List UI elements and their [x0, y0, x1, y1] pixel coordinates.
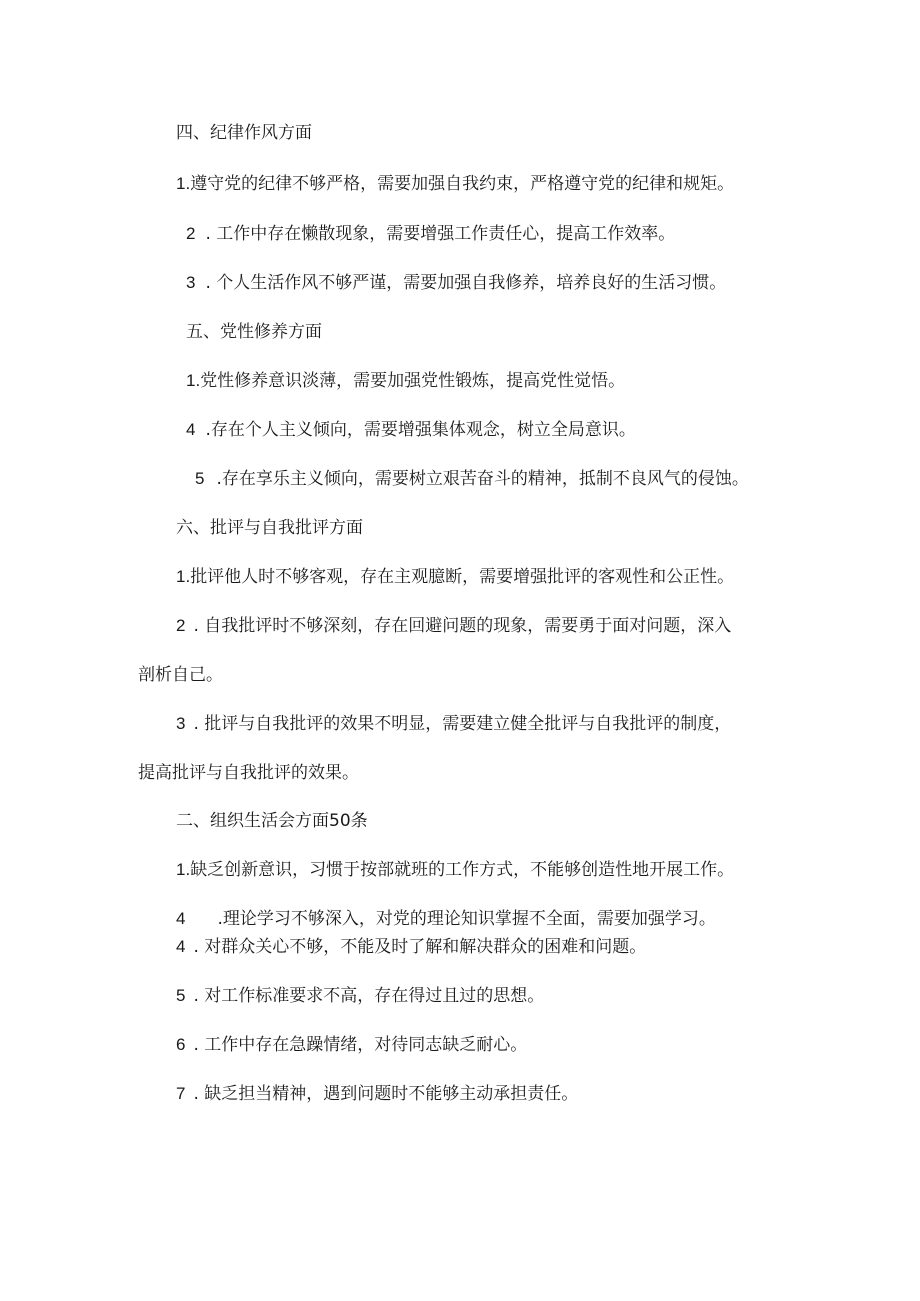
- line-text: . 缺乏担当精神，遇到问题时不能够主动承担责任。: [193, 1084, 579, 1104]
- list-item: [176, 1034, 527, 1056]
- line-text: . 自我批评时不够深刻，存在回避问题的现象，需要勇于面对问题，深入: [193, 616, 732, 636]
- list-item: [186, 223, 675, 245]
- item-number: 3: [186, 273, 196, 292]
- list-item: [176, 859, 734, 881]
- list-item: [176, 713, 731, 735]
- line-text: . 个人生活作风不够严谨，需要加强自我修养，培养良好的生活习惯。: [205, 273, 727, 293]
- item-number: 5: [195, 469, 205, 488]
- line-text: . 对工作标准要求不高，存在得过且过的思想。: [193, 986, 545, 1006]
- list-item: [186, 272, 726, 294]
- list-item: [176, 936, 646, 958]
- item-number: 4: [176, 937, 186, 956]
- section-heading-organization-life: [176, 810, 368, 832]
- item-number: 1.: [186, 371, 201, 390]
- list-item: [176, 615, 731, 637]
- item-number: 4: [186, 420, 196, 439]
- item-number: 2: [176, 616, 186, 635]
- line-text: 四、纪律作风方面: [176, 123, 312, 143]
- list-item-continuation: [138, 762, 359, 784]
- item-number: 6: [176, 1035, 186, 1054]
- list-item: [176, 566, 734, 588]
- line-text: .理论学习不够深入，对党的理论知识掌握不全面，需要加强学习。: [217, 909, 716, 929]
- list-item: [186, 419, 636, 441]
- line-text: .存在个人主义倾向，需要增强集体观念，树立全局意识。: [205, 420, 636, 440]
- list-item: [176, 1083, 578, 1105]
- line-text: 缺乏创新意识，习惯于按部就班的工作方式，不能够创造性地开展工作。: [190, 860, 735, 880]
- line-text: 党性修养意识淡薄，需要加强党性锻炼，提高党性觉悟。: [200, 371, 626, 391]
- line-text: . 工作中存在急躁情绪，对待同志缺乏耐心。: [193, 1035, 528, 1055]
- line-text: 批评他人时不够客观，存在主观臆断，需要增强批评的客观性和公正性。: [190, 567, 735, 587]
- list-item: [195, 468, 749, 490]
- line-text: .存在享乐主义倾向，需要树立艰苦奋斗的精神，抵制不良风气的侵蚀。: [216, 469, 749, 489]
- item-number: 1.: [176, 567, 191, 586]
- list-item: [186, 370, 625, 392]
- item-number: 1.: [176, 174, 191, 193]
- list-item-continuation: [138, 664, 223, 686]
- item-number: 1.: [176, 860, 191, 879]
- line-text: . 工作中存在懒散现象，需要增强工作责任心，提高工作效率。: [205, 224, 676, 244]
- section-heading-discipline: [176, 122, 312, 144]
- section-heading-criticism: [176, 517, 363, 539]
- line-text: . 批评与自我批评的效果不明显，需要建立健全批评与自我批评的制度，: [193, 714, 732, 734]
- item-number: 2: [186, 224, 196, 243]
- list-item: [176, 173, 734, 195]
- list-item: [176, 985, 544, 1007]
- line-text: 遵守党的纪律不够严格，需要加强自我约束，严格遵守党的纪律和规矩。: [190, 174, 735, 194]
- section-heading-party-spirit: [186, 321, 322, 343]
- list-item: [176, 908, 716, 930]
- item-number: 3: [176, 714, 186, 733]
- line-text: 剖析自己。: [138, 665, 223, 685]
- line-text: 六、批评与自我批评方面: [176, 518, 363, 538]
- line-text: . 对群众关心不够，不能及时了解和解决群众的困难和问题。: [193, 937, 647, 957]
- line-text: 二、组织生活会方面50条: [176, 811, 368, 831]
- item-number: 4: [176, 909, 186, 928]
- item-number: 7: [176, 1084, 186, 1103]
- item-number: 5: [176, 986, 186, 1005]
- line-text: 提高批评与自我批评的效果。: [138, 763, 359, 783]
- line-text: 五、党性修养方面: [186, 322, 322, 342]
